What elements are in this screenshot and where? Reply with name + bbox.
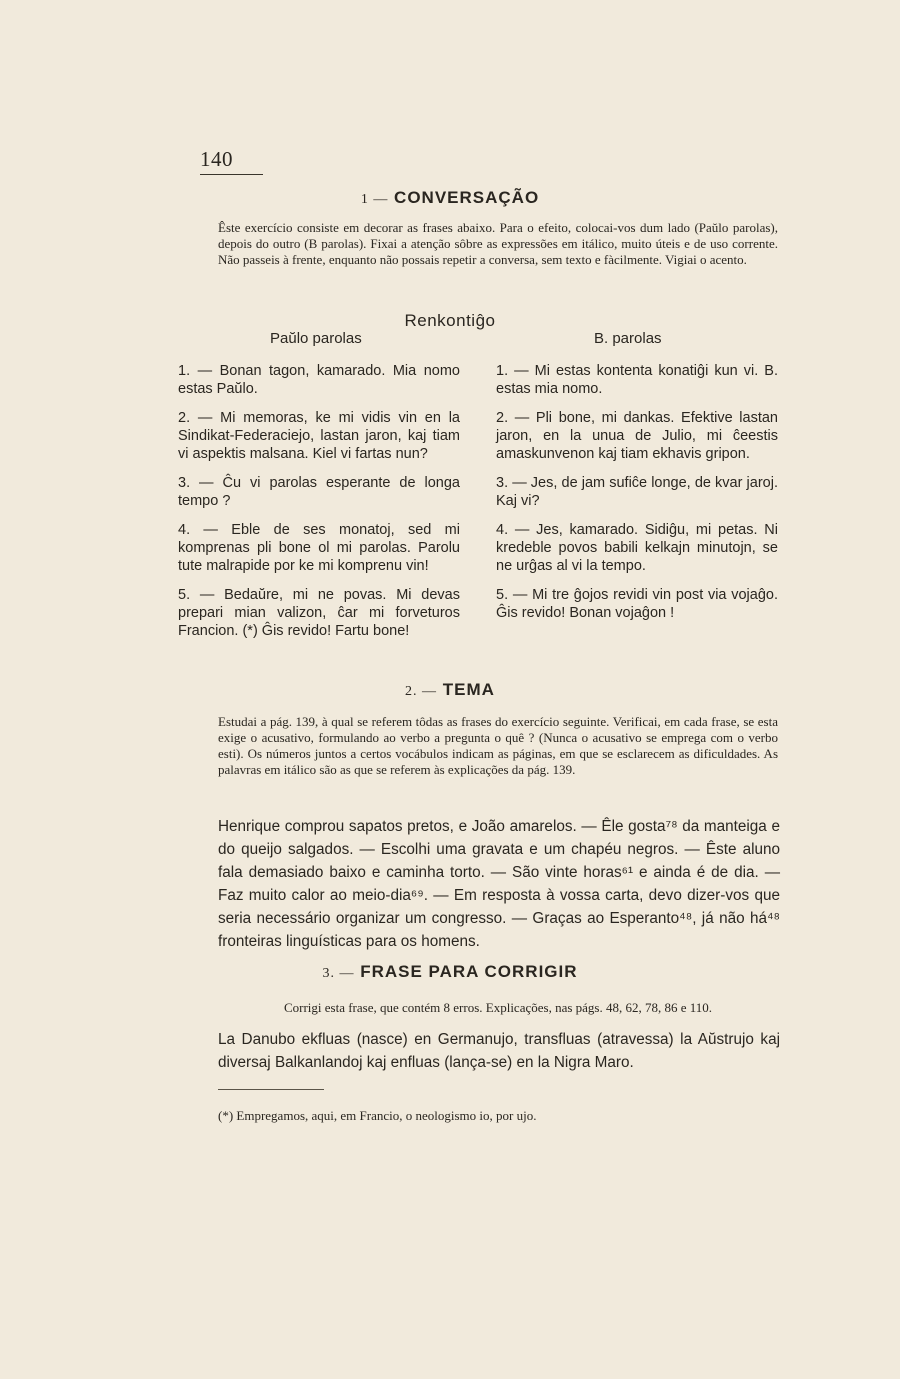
dialog-line: 5. — Mi tre ĝojos revidi vin post via vojaĝo. Ĝis revido! Bonan vojaĝon ! (496, 587, 778, 621)
conversation-instructions: Êste exercício consiste em decorar as frases abaixo. Para o efeito, colocai-vos dum lado (Paŭlo parolas), depois do outro (B parolas). Fixai a atenção sôbre as expressões em itálico, muito úteis e de uso corrente. Não passeis à frente, enquanto não possais repetir a conversa, sem texto e fàcilmente. Vigiai o acento. (218, 220, 778, 267)
section-title-text: TEMA (442, 680, 495, 699)
dialog-line: 1. — Bonan tagon, kamarado. Mia nomo estas Paŭlo. (178, 363, 460, 397)
left-dialog-column (178, 362, 460, 651)
section-number: 3. — (322, 966, 355, 981)
dialog-line: 5. — Bedaŭre, mi ne povas. Mi devas prepari mian valizon, ĉar mi forveturos Francion. (*) Ĝis revido! Fartu bone! (178, 587, 460, 639)
footnote-divider (218, 1089, 324, 1090)
section-title-text: FRASE PARA CORRIGIR (360, 962, 578, 981)
dialog-line: 3. — Jes, de jam sufiĉe longe, de kvar jaroj. Kaj vi? (496, 475, 778, 509)
section-title-conversacao (0, 188, 900, 208)
left-column-heading: Paŭlo parolas (270, 330, 362, 347)
dialog-line: 4. — Eble de ses monatoj, sed mi komprenas pli bone ol mi parolas. Parolu tute malrapide por ke mi komprenu vin! (178, 522, 460, 574)
section-title-tema (0, 680, 900, 700)
page-number: 140 (200, 147, 263, 175)
tema-instructions: Estudai a pág. 139, à qual se referem tôdas as frases do exercício seguinte. Verificai, em cada frase, se esta exige o acusativo, formulando ao verbo a pregunta o quê ? (Nunca o acusativo se emprega com o verbo esti). Os números juntos a certos vocábulos indicam as páginas, em que se esclarecem as dificuldades. As palavras em itálico são as que se referem às explicações da pág. 139. (218, 714, 778, 777)
section-title-text: CONVERSAÇÃO (394, 188, 540, 207)
dialog-title: Renkontiĝo (404, 311, 496, 330)
dialog-line: 4. — Jes, kamarado. Sidiĝu, mi petas. Ni kredeble povos babili kelkajn minutojn, se ne urĝas al vi la tempo. (496, 522, 778, 574)
footnote: (*) Empregamos, aqui, em Francio, o neologismo io, por ujo. (218, 1108, 537, 1123)
section-number: 2. — (405, 684, 438, 699)
right-column-heading: B. parolas (594, 330, 662, 347)
dialog-line: 2. — Pli bone, mi dankas. Efektive lastan jaron, en la unua de Julio, mi ĉeestis amaskunvenon kaj tiam ekhavis gripon. (496, 410, 778, 462)
section-title-frase (0, 962, 900, 982)
dialog-line: 2. — Mi memoras, ke mi vidis vin en la Sindikat-Federaciejo, lastan jaron, kaj tiam vi aspektis malsana. Kiel vi fartas nun? (178, 410, 460, 462)
tema-exercise-text: Henrique comprou sapatos pretos, e João amarelos. — Êle gosta⁷⁸ da manteiga e do queijo salgados. — Escolhi uma gravata e um chapéu negros. — Êste aluno fala demasiado baixo e caminha torto. — São vinte horas⁶¹ e ainda é de dia. — Faz muito calor ao meio-dia⁶⁹. — Em resposta à vossa carta, devo dizer-vos que seria necessário organizar um congresso. — Graças ao Esperanto⁴⁸, já não há⁴⁸ fronteiras linguísticas para os homens. (218, 818, 780, 950)
section-number: 1 — (360, 192, 389, 207)
frase-exercise-text: La Danubo ekfluas (nasce) en Germanujo, transfluas (atravessa) la Aŭstrujo kaj diversaj Balkanlandoj kaj enfluas (lança-se) en la Nigra Maro. (218, 1031, 780, 1071)
right-dialog-column (496, 362, 778, 633)
frase-instructions: Corrigi esta frase, que contém 8 erros. Explicações, nas págs. 48, 62, 78, 86 e 110. (283, 1000, 713, 1015)
dialog-line: 3. — Ĉu vi parolas esperante de longa tempo ? (178, 475, 460, 509)
dialog-line: 1. — Mi estas kontenta konatiĝi kun vi. B. estas mia nomo. (496, 363, 778, 397)
